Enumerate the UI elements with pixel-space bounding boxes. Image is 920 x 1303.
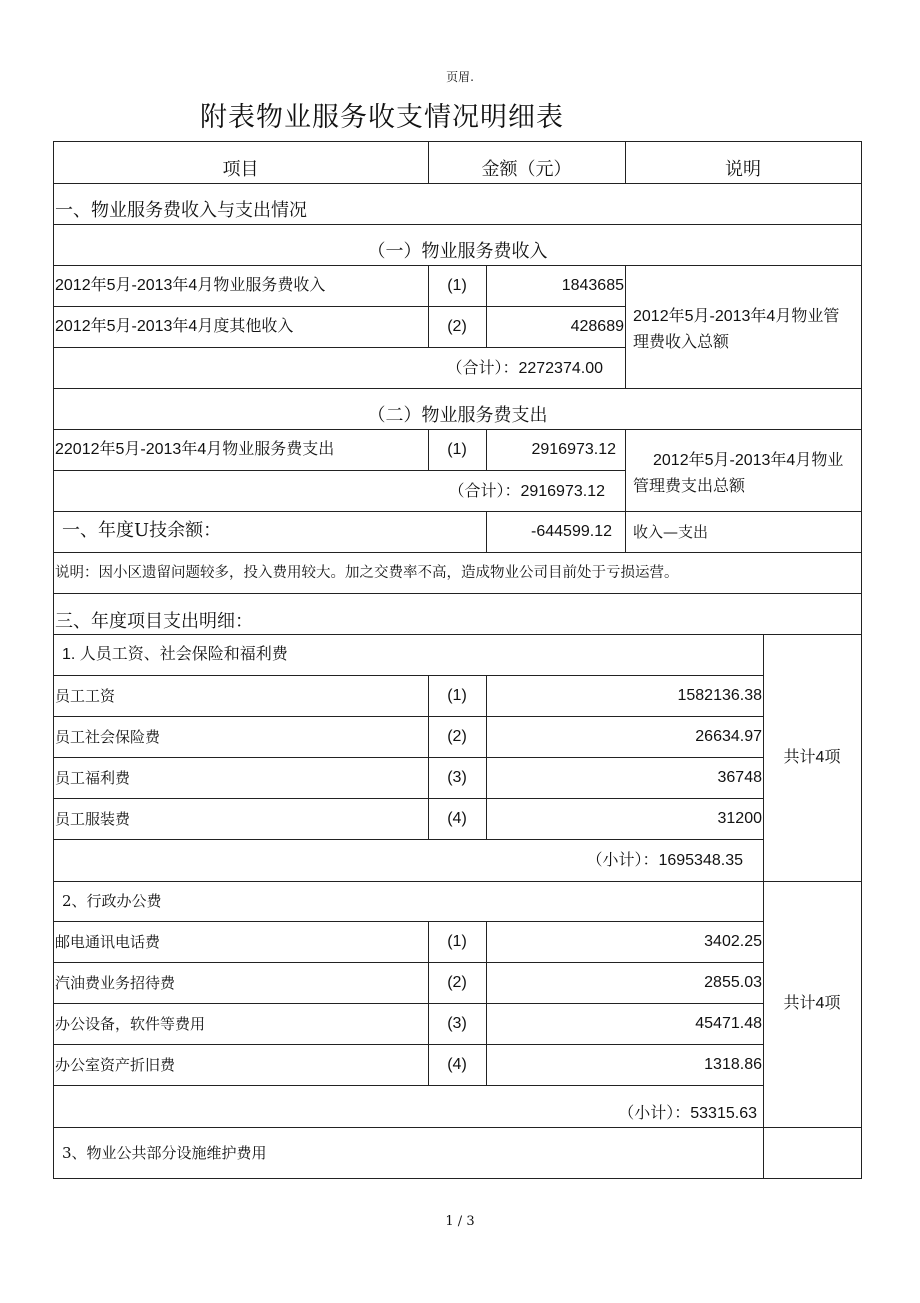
column-header-item: 项目: [222, 159, 259, 180]
row-label: 员工工资: [55, 687, 116, 705]
surplus-label: 一、年度U技余额：: [62, 520, 222, 541]
row-index: (3): [447, 1015, 467, 1032]
row-amount: 2916973.12: [531, 441, 616, 458]
row-label: 2012年5月-2013年4月物业服务费收入: [55, 277, 326, 294]
row-label: 员工社会保险费: [55, 728, 161, 746]
row-label: 办公室资产折旧费: [55, 1056, 176, 1074]
row-index: (1): [447, 933, 467, 950]
row-amount: 26634.97: [695, 728, 762, 745]
row-amount: 1843685: [561, 277, 624, 294]
column-header-amount: 金额（元）: [481, 159, 572, 180]
group-title: 2、行政办公费: [62, 892, 162, 910]
row-index: (3): [447, 769, 467, 786]
row-index: (2): [447, 728, 467, 745]
row-label: 员工服装费: [55, 810, 131, 828]
surplus-note: 收入—支出: [633, 523, 709, 541]
row-amount: 36748: [717, 769, 762, 786]
group-subtotal: （小计）：1695348.35: [586, 852, 743, 869]
income-heading: （一）物业服务费收入: [367, 241, 548, 262]
row-label: 汽油费业务招待费: [55, 974, 176, 992]
row-label: 员工福利费: [55, 769, 131, 787]
row-label: 办公设备，软件等费用: [55, 1015, 206, 1033]
row-index: (1): [447, 277, 467, 294]
row-index: (1): [447, 687, 467, 704]
row-amount: 3402.25: [704, 933, 762, 950]
row-amount: 428689: [570, 318, 624, 335]
row-index: (4): [447, 1056, 467, 1073]
row-index: (1): [447, 441, 467, 458]
row-amount: 1582136.38: [677, 687, 762, 704]
document-title: 附表物业服务收支情况明细表: [200, 102, 564, 133]
row-amount: 31200: [717, 810, 762, 827]
row-label: 2012年5月-2013年4月度其他收入: [55, 318, 294, 335]
page-header-note: 页眉.: [446, 70, 474, 84]
row-amount: 1318.86: [704, 1056, 762, 1073]
row-label: 22012年5月-2013年4月物业服务费支出: [55, 441, 335, 458]
row-amount: 45471.48: [695, 1015, 762, 1032]
section-heading: 一、物业服务费收入与支出情况: [55, 200, 307, 221]
income-note: 2012年5月-2013年4月物业管理费收入总额: [633, 308, 840, 351]
row-index: (2): [447, 974, 467, 991]
group-subtotal: （小计）：53315.63: [618, 1105, 757, 1122]
row-amount: 2855.03: [704, 974, 762, 991]
expense-note: 2012年5月-2013年4月物业管理费支出总额: [633, 452, 844, 495]
row-index: (4): [447, 810, 467, 827]
group-title: 3、物业公共部分设施维护费用: [62, 1144, 267, 1162]
remark-text: 说明：因小区遗留问题较多，投入费用较大。加之交费率不高，造成物业公司目前处于亏损运营。: [55, 565, 679, 581]
surplus-amount: -644599.12: [531, 523, 612, 540]
group-count: 共计4项: [783, 749, 841, 766]
group-title: 1. 人员工资、社会保险和福利费: [62, 646, 288, 663]
row-index: (2): [447, 318, 467, 335]
column-header-note: 说明: [725, 159, 761, 180]
group-count: 共计4项: [783, 995, 841, 1012]
section-heading: 三、年度项目支出明细：: [55, 611, 253, 632]
income-total: （合计）：2272374.00: [446, 360, 603, 377]
page-number: 1 / 3: [445, 1214, 475, 1229]
row-label: 邮电通讯电话费: [55, 933, 161, 951]
expense-heading: （二）物业服务费支出: [367, 405, 548, 426]
expense-total: （合计）：2916973.12: [448, 483, 605, 500]
